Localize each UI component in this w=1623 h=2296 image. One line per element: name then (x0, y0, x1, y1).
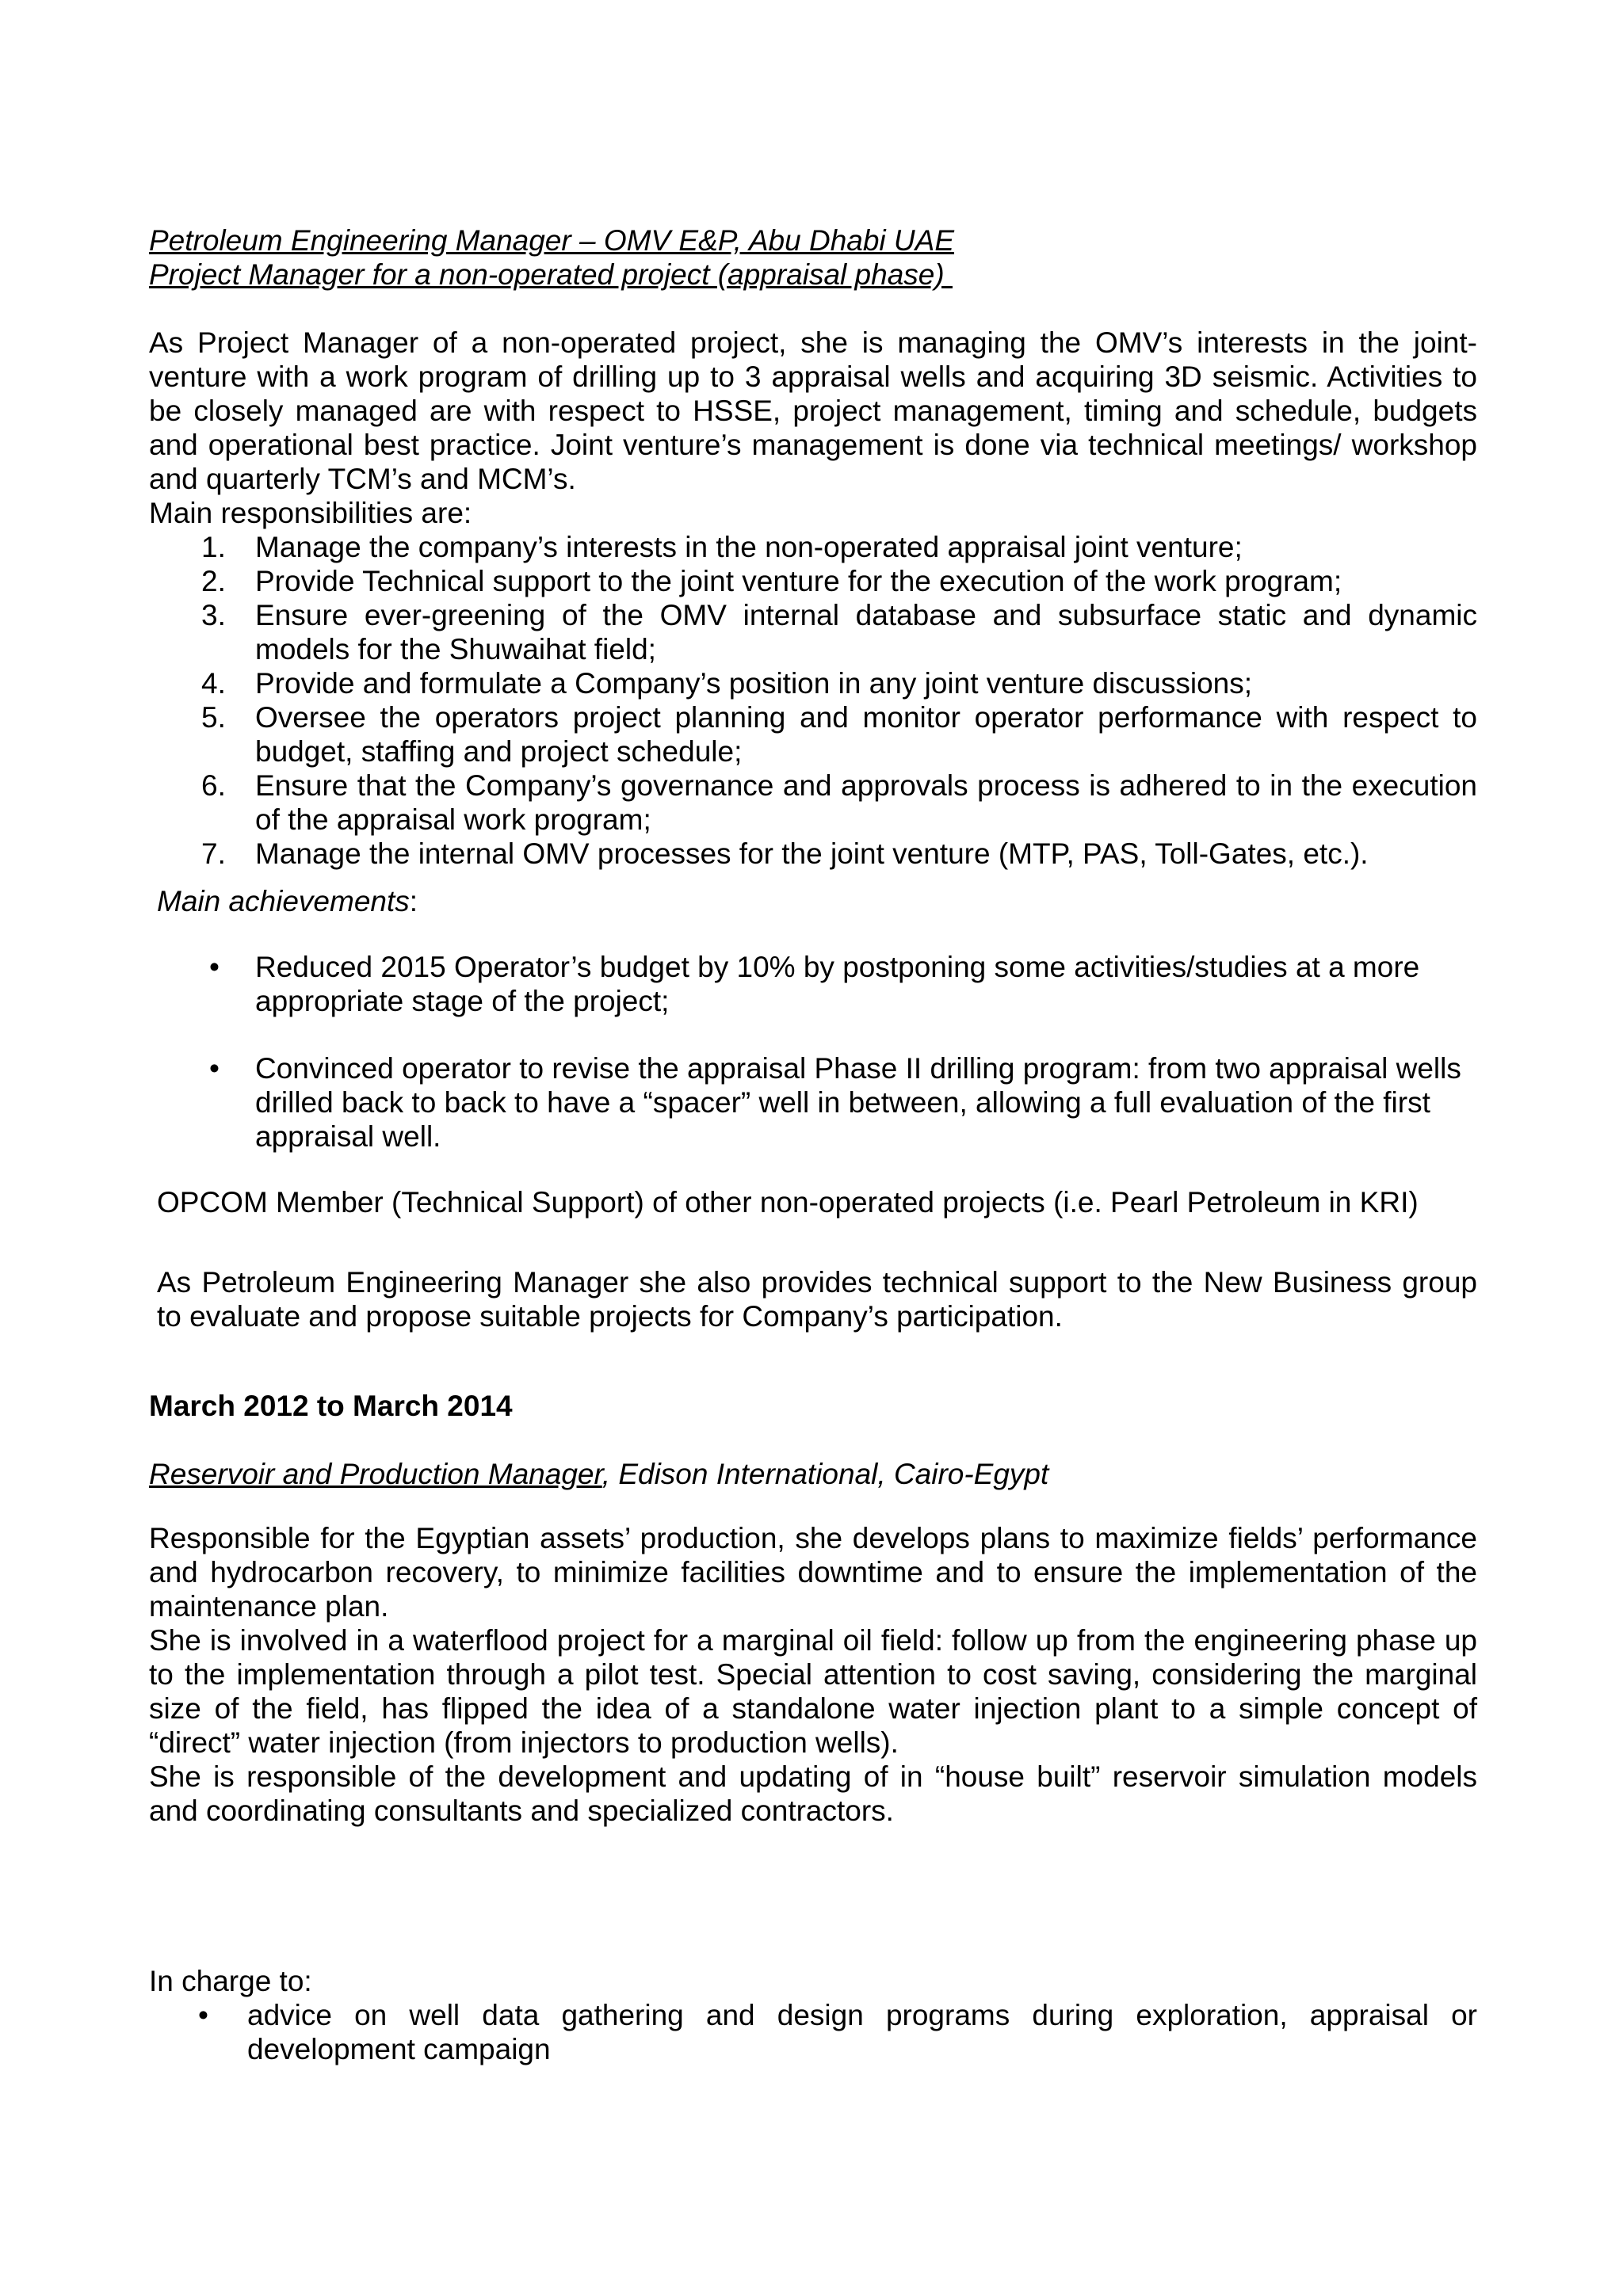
list-number: 7. (201, 837, 226, 870)
list-item-text: Oversee the operators project planning and monitor operator performance with respect to budget, staffing and project schedule; (255, 701, 1477, 768)
list-item-text: Provide Technical support to the joint venture for the execution of the work program; (255, 565, 1342, 597)
pe-manager-paragraph: As Petroleum Engineering Manager she also provides technical support to the New Business group to evaluate and propose suitable projects for Company’s participation. (157, 1266, 1477, 1333)
list-item-text: Convinced operator to revise the appraisal Phase II drilling program: from two appraisal wells drilled back to back to have a “spacer” well in between, allowing a full evaluation of the first appraisal well. (255, 1052, 1461, 1153)
list-item (149, 666, 1477, 700)
list-number: 6. (201, 769, 226, 802)
bullet-icon: • (209, 951, 220, 983)
list-number: 3. (201, 599, 226, 631)
in-charge-list (149, 1998, 1477, 2066)
achievements-colon: : (409, 885, 418, 917)
list-item (149, 1998, 1477, 2066)
achievements-list (149, 950, 1477, 1154)
position2-paragraph-waterflood: She is involved in a waterflood project for a marginal oil field: follow up from the engineering phase up to the implementation through a pilot test. Special attention to cost saving, considering the marginal size of the field, has flipped the idea of a standalone water injection plant to a simple concept of “direct” water injection (from injectors to production wells). (149, 1624, 1477, 1759)
position2-title: Reservoir and Production Manager (149, 1458, 602, 1490)
document-content (149, 223, 1477, 2066)
list-item (149, 564, 1477, 598)
position2-company: , Edison International, Cairo-Egypt (601, 1458, 1049, 1490)
list-item-text: Provide and formulate a Company’s position in any joint venture discussions; (255, 667, 1252, 700)
list-item (149, 700, 1477, 769)
opcom-paragraph: OPCOM Member (Technical Support) of other non-operated projects (i.e. Pearl Petroleum in KRI) (157, 1186, 1419, 1219)
list-item-text: Manage the internal OMV processes for the joint venture (MTP, PAS, Toll-Gates, etc.). (255, 837, 1369, 870)
list-item-text: Reduced 2015 Operator’s budget by 10% by postponing some activities/studies at a more appropriate stage of the project; (255, 951, 1420, 1017)
list-number: 5. (201, 701, 226, 734)
bullet-icon: • (209, 1052, 220, 1085)
list-item (149, 1051, 1477, 1154)
achievements-heading: Main achievements (157, 885, 410, 917)
period-heading: March 2012 to March 2014 (149, 1390, 513, 1422)
responsibilities-heading: Main responsibilities are: (149, 497, 472, 529)
list-item-text: Ensure that the Company’s governance and approvals process is adhered to in the execution of the appraisal work program; (255, 769, 1477, 836)
list-item (149, 598, 1477, 666)
intro-paragraph: As Project Manager of a non-operated project, she is managing the OMV’s interests in the joint-venture with a work program of drilling up to 3 appraisal wells and acquiring 3D seismic. Activities to be closely managed are with respect to HSSE, project management, timing and schedule, budgets and operational best practice. Joint venture’s management is done via technical meetings/ workshop and quarterly TCM’s and MCM’s. (149, 326, 1477, 495)
list-item (149, 530, 1477, 564)
list-item-text: Ensure ever-greening of the OMV internal database and subsurface static and dynamic models for the Shuwaihat field; (255, 599, 1477, 666)
position2-paragraph-production: Responsible for the Egyptian assets’ production, she develops plans to maximize fields’ performance and hydrocarbon recovery, to minimize facilities downtime and to ensure the implementation of the maintenance plan. (149, 1522, 1477, 1623)
list-item (149, 837, 1477, 871)
list-item (149, 950, 1477, 1018)
responsibilities-list (149, 530, 1477, 871)
list-item-text: advice on well data gathering and design programs during exploration, appraisal or development campaign (247, 1999, 1477, 2065)
position2-line (149, 1457, 1477, 1491)
list-number: 1. (201, 531, 226, 563)
bullet-icon: • (198, 1999, 208, 2031)
list-number: 4. (201, 667, 226, 700)
in-charge-heading: In charge to: (149, 1965, 312, 1997)
achievements-heading-line (149, 884, 1477, 918)
position1-subtitle: Project Manager for a non-operated project (appraisal phase) (149, 258, 953, 291)
list-number: 2. (201, 565, 226, 597)
position1-title: Petroleum Engineering Manager – OMV E&P, Abu Dhabi UAE (149, 224, 955, 257)
list-item-text: Manage the company’s interests in the non-operated appraisal joint venture; (255, 531, 1243, 563)
position2-paragraph-simulation: She is responsible of the development and updating of in “house built” reservoir simulation models and coordinating consultants and specialized contractors. (149, 1760, 1477, 1827)
list-item (149, 769, 1477, 837)
